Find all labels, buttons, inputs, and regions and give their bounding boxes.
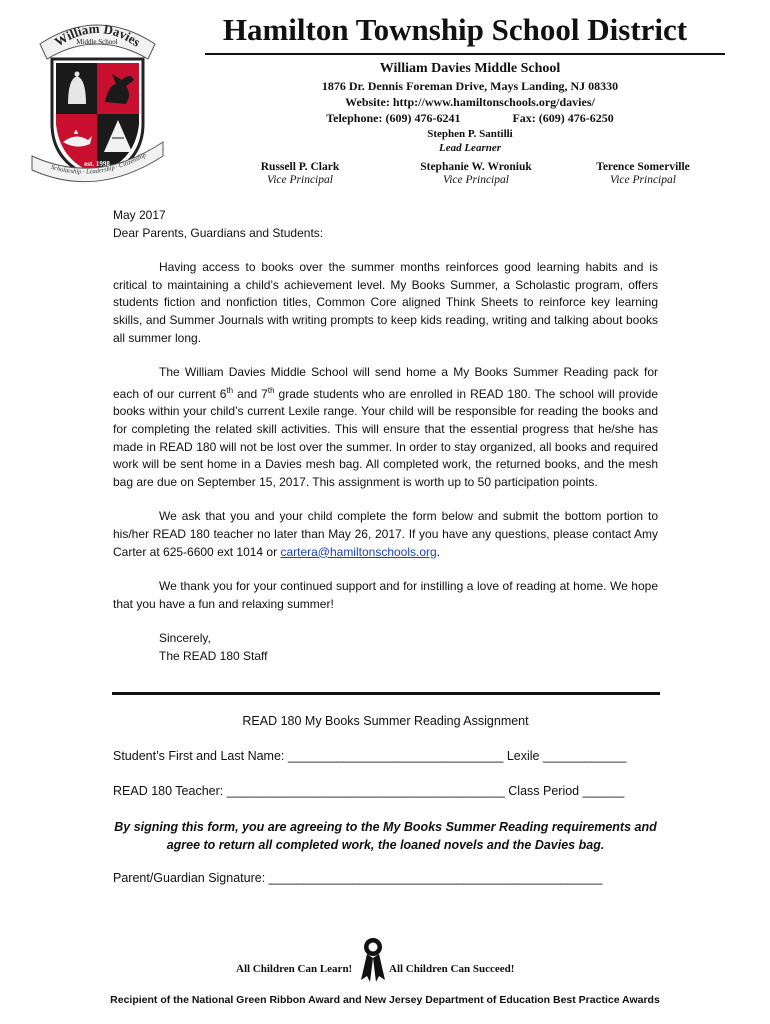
vice-principal-1: [210, 161, 390, 186]
paragraph-4: We thank you for your continued support and for instilling a love of reading at home. We hope that you have a fun and relaxing summer!: [113, 579, 658, 611]
school-name: William Davies Middle School: [379, 61, 561, 76]
agreement-statement: By signing this form, you are agreeing to the My Books Summer Reading requirements and agree to return all completed work, the loaned novels and the Davies bag.: [114, 820, 657, 852]
motto-right: All Children Can Succeed!: [389, 963, 515, 975]
vice-principal-2: [386, 161, 566, 186]
vice-principal-3: [553, 161, 733, 186]
vp-title: Vice Principal: [267, 174, 333, 186]
letter-closing: Sincerely,: [159, 631, 211, 646]
school-website: Website: http://www.hamiltonschools.org/davies/: [345, 95, 595, 109]
vp-name: Russell P. Clark: [260, 161, 340, 173]
lead-learner-title: Lead Learner: [438, 142, 501, 154]
motto-left: All Children Can Learn!: [236, 963, 353, 975]
lead-learner-name: Stephen P. Santilli: [427, 128, 513, 140]
letter-body: [113, 207, 658, 665]
vp-name: Terence Somerville: [596, 161, 690, 173]
ribbon-icon: [358, 936, 388, 984]
form-divider: [112, 692, 660, 695]
letter-salutation: Dear Parents, Guardians and Students:: [113, 225, 324, 240]
phone-number: Telephone: (609) 476-6241: [326, 111, 461, 125]
letter-signature: The READ 180 Staff: [159, 648, 268, 663]
school-phone-fax: [180, 111, 760, 126]
vp-title: Vice Principal: [443, 174, 509, 186]
crest-subtitle-text: Middle School: [76, 38, 118, 46]
form-title: READ 180 My Books Summer Reading Assignment: [242, 714, 529, 728]
header-divider: [205, 53, 725, 55]
vp-title: Vice Principal: [610, 174, 676, 186]
student-name-field[interactable]: Student’s First and Last Name: _______________________________ Lexile ____________: [113, 749, 627, 763]
letter-date: May 2017: [113, 208, 166, 222]
school-address: 1876 Dr. Dennis Foreman Drive, Mays Landing, NJ 08330: [321, 79, 619, 93]
parent-signature-field[interactable]: Parent/Guardian Signature: ________________________________________________: [113, 871, 603, 885]
district-title: Hamilton Township School District: [222, 12, 688, 47]
fax-number: Fax: (609) 476-6250: [512, 111, 614, 125]
crest-name-text: William Davies: [51, 20, 144, 50]
paragraph-3: We ask that you and your child complete the form below and submit the bottom portion to his/her READ 180 teacher no later than May 26, 2017. If you have any questions, please contact Amy Carter at 625-6600 ext 1014 or cartera@hamiltonschools.org.: [113, 509, 658, 559]
vp-name: Stephanie W. Wroniuk: [420, 161, 532, 173]
crest-banner-text: Scholarship · Leadership · Citizenship: [50, 151, 148, 176]
school-crest-logo: [30, 14, 165, 189]
teacher-field[interactable]: READ 180 Teacher: ________________________________________ Class Period ______: [113, 784, 625, 798]
contact-email-link[interactable]: cartera@hamiltonschools.org: [280, 544, 437, 559]
paragraph-1: Having access to books over the summer months reinforces good learning habits and is critical to maintaining a child’s achievement level. My Books Summer, a Scholastic program, offers students fiction and nonfiction titles, Common Core aligned Think Sheets to reinforce key learning skills, and Summer Journals with writing prompts to keep kids reading, writing and talking about books all summer long.: [113, 260, 658, 345]
crest-est-text: est. 1998: [84, 160, 110, 168]
paragraph-2: The William Davies Middle School will send home a My Books Summer Reading pack for each of our current 6th and 7th grade students who are enrolled in READ 180. The school will provide books within your child’s current Lexile range. Your child will be responsible for reading the books and for completing the related skill activities. This will ensure that the essential progress that he/she has made in READ 180 will not be lost over the summer. In order to stay organized, all books and required work will be sent home in a Davies mesh bag. All completed work, the returned books, and the mesh bag are due on September 15, 2017. This assignment is worth up to 50 participation points.: [113, 365, 658, 489]
award-statement: Recipient of the National Green Ribbon Award and New Jersey Department of Education Best Practice Awards: [110, 994, 660, 1006]
